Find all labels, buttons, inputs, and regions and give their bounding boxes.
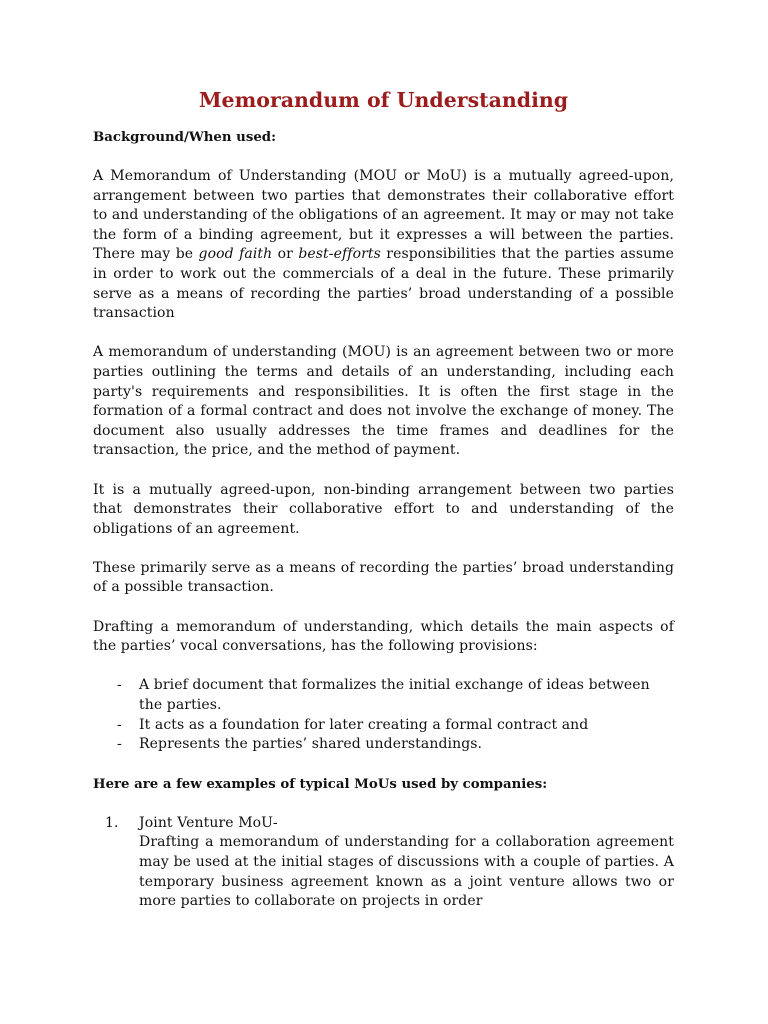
list-item (93, 735, 674, 755)
italic-term-good-faith: good faith (198, 246, 273, 263)
paragraph-non-binding: It is a mutually agreed-upon, non-binding arrangement between two parties that demonstrates their collaborative effort to and understanding of the obligations of an agreement. (93, 481, 674, 537)
example-item (93, 814, 674, 912)
examples-list (93, 814, 674, 912)
section-heading-background: Background/When used: (93, 130, 277, 145)
list-item-text: It acts as a foundation for later creating a formal contract and (139, 716, 589, 733)
provisions-list (93, 676, 674, 754)
list-item-text: A brief document that formalizes the initial exchange of ideas between the parties. (139, 677, 650, 714)
paragraph-definition (93, 167, 674, 324)
dash-bullet: - (117, 716, 122, 733)
list-item (93, 716, 674, 736)
examples-heading: Here are a few examples of typical MoUs used by companies: (93, 776, 548, 792)
paragraph-drafting: Drafting a memorandum of understanding, which details the main aspects of the parties’ vocal conversations, has the following provisions: (93, 618, 674, 655)
paragraph-recording: These primarily serve as a means of recording the parties’ broad understanding of a possible transaction. (93, 559, 674, 596)
dash-bullet: - (117, 736, 122, 753)
example-title: Joint Venture MoU- (139, 814, 278, 831)
paragraph-mou-agreement: A memorandum of understanding (MOU) is an agreement between two or more parties outlining the terms and details of an understanding, including each party's requirements and responsibilities. It is often the first stage in the formation of a formal contract and does not involve the exchange of money. The document also usually addresses the time frames and deadlines for the transaction, the price, and the method of payment. (93, 344, 674, 459)
paragraph-text: or (272, 246, 299, 263)
example-body: Drafting a memorandum of understanding for a collaboration agreement may be used at the initial stages of discussions with a couple of parties. A temporary business agreement known as a joint venture allows two or more parties to collaborate on projects in order (139, 834, 674, 910)
page-title: Memorandum of Understanding (198, 88, 569, 112)
italic-term-best-efforts: best-efforts (298, 246, 381, 263)
dash-bullet: - (117, 677, 122, 694)
list-item (93, 676, 674, 715)
list-item-text: Represents the parties’ shared understandings. (139, 736, 483, 753)
example-number: 1. (105, 814, 119, 831)
paragraph-text: responsibilities that the parties assume in order to work out the commercials of a deal in the future. These primarily serve as a means of recording the parties’ broad understanding of a possible transaction (93, 246, 674, 322)
paragraph-text: A Memorandum of Understanding (MOU or MoU) is a mutually agreed-upon, arrangement between two parties that demonstrates their collaborative effort to and understanding of the obligations of an agreement. It may or may not take the form of a binding agreement, but it expresses a will between the parties. There may be (93, 168, 674, 263)
